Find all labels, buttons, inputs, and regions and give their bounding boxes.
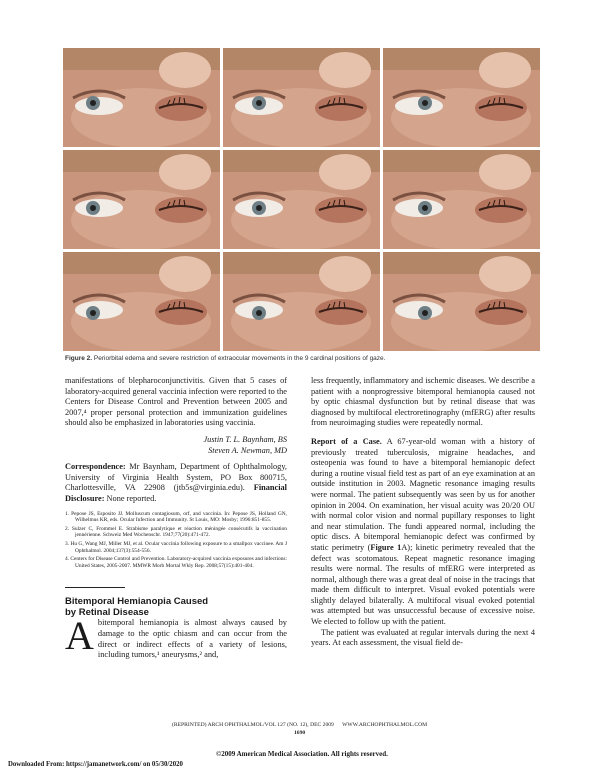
case-report-label: Report of a Case. [311, 436, 382, 446]
gaze-photo [223, 252, 380, 351]
left-column [65, 376, 287, 661]
case-report-paragraph [311, 437, 535, 628]
left-intro-paragraph: manifestations of blepharoconjunctivitis. Given that 5 cases of laboratory-acquired general vaccinia infection were reported to the Centers for Disease Control and Prevention between 2005 and 2007,⁴ proper personal protection and immunization guidelines should also be emphasized in laboratories using vaccinia. [65, 376, 287, 428]
reference-item: 1. Pepose JS, Esposito JJ. Molluscum contagiosum, orf, and vaccinia. In: Pepose JS, Holland GN, Wilhelmus KR, eds. Ocular Infection and Immunity. St Louis, MO: Mosby; 1996:851-855. [65, 510, 287, 524]
followup-paragraph: The patient was evaluated at regular intervals during the next 4 years. At each assessment, the visual field de- [311, 627, 535, 648]
correspondence-text: Mr Baynham, Department of Ophthalmology, University of Virginia Health System, PO Box 800715, Charlottesville, VA 22908 (jtb5s@virginia.edu). [65, 462, 287, 493]
gaze-photo [383, 252, 540, 351]
reference-item: 4. Centers for Disease Control and Prevention. Laboratory-acquired vaccinia exposures and infections: United States, 2005-2007. MMWR Morb Mortal Wkly Rep. 2008;57(15):401-404. [65, 556, 287, 569]
download-notice: Downloaded From: https://jamanetwork.com/ on 05/30/2020 [8, 761, 183, 768]
gaze-photo [383, 150, 540, 249]
author-2: Steven A. Newman, MD [208, 445, 287, 455]
section-title-line-2: by Retinal Disease [65, 607, 149, 619]
correspondence-paragraph [65, 462, 287, 504]
correspondence-label: Correspondence: [65, 462, 126, 472]
figure-caption-label: Figure 2. [65, 355, 93, 362]
right-intro-paragraph: less frequently, inflammatory and ischemic diseases. We describe a patient with a nonprogressive bitemporal hemianopia caused not by optic chiasmal dysfunction but by retinal disease that was diagnosed by multifocal electroretinography (mfERG) after results from neuroimaging studies were repeatedly normal. [311, 376, 535, 428]
figure-photo-grid [63, 48, 540, 352]
figure-1-reference: Figure 1 [370, 542, 402, 552]
author-1: Justin T. L. Baynham, BS [203, 434, 287, 444]
disclosure-text: None reported. [104, 493, 157, 503]
gaze-photo [223, 48, 380, 147]
page-number: 1690 [294, 730, 306, 736]
gaze-photo [223, 150, 380, 249]
case-report-text-1: A 67-year-old woman with a history of previously treated tuberculosis, migraine headaches, and osteopenia was found to have a bitemporal hemianopic defect during a routine visual field test as part of an eye examination at an outside institution in 2003. Magnetic resonance imaging results were normal. The patient subsequently was seen by us for another opinion in 2004. On examination, her visual acuity was 20/20 OU with normal color vision and normal pupillary responses to light and near stimulation. The fundi appeared normal, including the optic discs. A bitemporal hemianopic defect was confirmed by static perimetry ( [311, 436, 536, 552]
lead-text: bitemporal hemianopia is almost always caused by damage to the optic chiasm and can occur from the direct or indirect effects of a variety of lesions, including tumors,¹ aneurysms,² and, [97, 618, 287, 660]
drop-cap: A [65, 613, 94, 659]
reference-item: 3. Hu G, Wang MJ, Miller MJ, et al. Ocular vaccinia following exposure to a smallpox vaccinee. Am J Ophthalmol. 2004;137(3):554-556. [65, 540, 287, 554]
figure-caption [65, 355, 385, 362]
section-title [65, 596, 287, 618]
gaze-photo [63, 150, 220, 249]
right-column [311, 376, 535, 649]
copyright-notice: ©2009 American Medical Association. All rights reserved. [216, 750, 388, 758]
section-title-line-1: Bitemporal Hemianopia Caused [65, 596, 209, 608]
gaze-photo [383, 48, 540, 147]
author-signature [65, 435, 287, 456]
reference-item: 2. Sulzer C, Frommel E. Strabisme paralytique et réaction méningée consécutifs la vaccination jennérienne. Schweiz Med Wochenschr. 1947;77(20):471-472. [65, 525, 287, 539]
disclosure-label: Financial Disclosure: [65, 483, 287, 503]
gaze-photo [63, 252, 220, 351]
references-list [65, 511, 287, 570]
footer-citation: (REPRINTED) ARCH OPHTHALMOL/VOL 127 (NO. 12), DEC 2009 WWW.ARCHOPHTHALMOL.COM [172, 722, 428, 728]
gaze-photo [63, 48, 220, 147]
figure-caption-text: Periorbital edema and severe restriction of extraocular movements in the 9 cardinal positions of gaze. [92, 355, 386, 362]
section-divider [65, 587, 125, 588]
case-report-text-2: A); kinetic perimetry revealed that the defect was scotomatous. Repeat magnetic resonance imaging results were normal. The results of mfERG were interpreted as normal, although there was a great deal of noise in the tracings that made them difficult to interpret. Visual evoked potentials were slightly delayed bilaterally. A multifocal visual evoked potential was attempted but was unsuccessful because of excessive noise. We elected to follow up with the patient. [311, 542, 535, 627]
